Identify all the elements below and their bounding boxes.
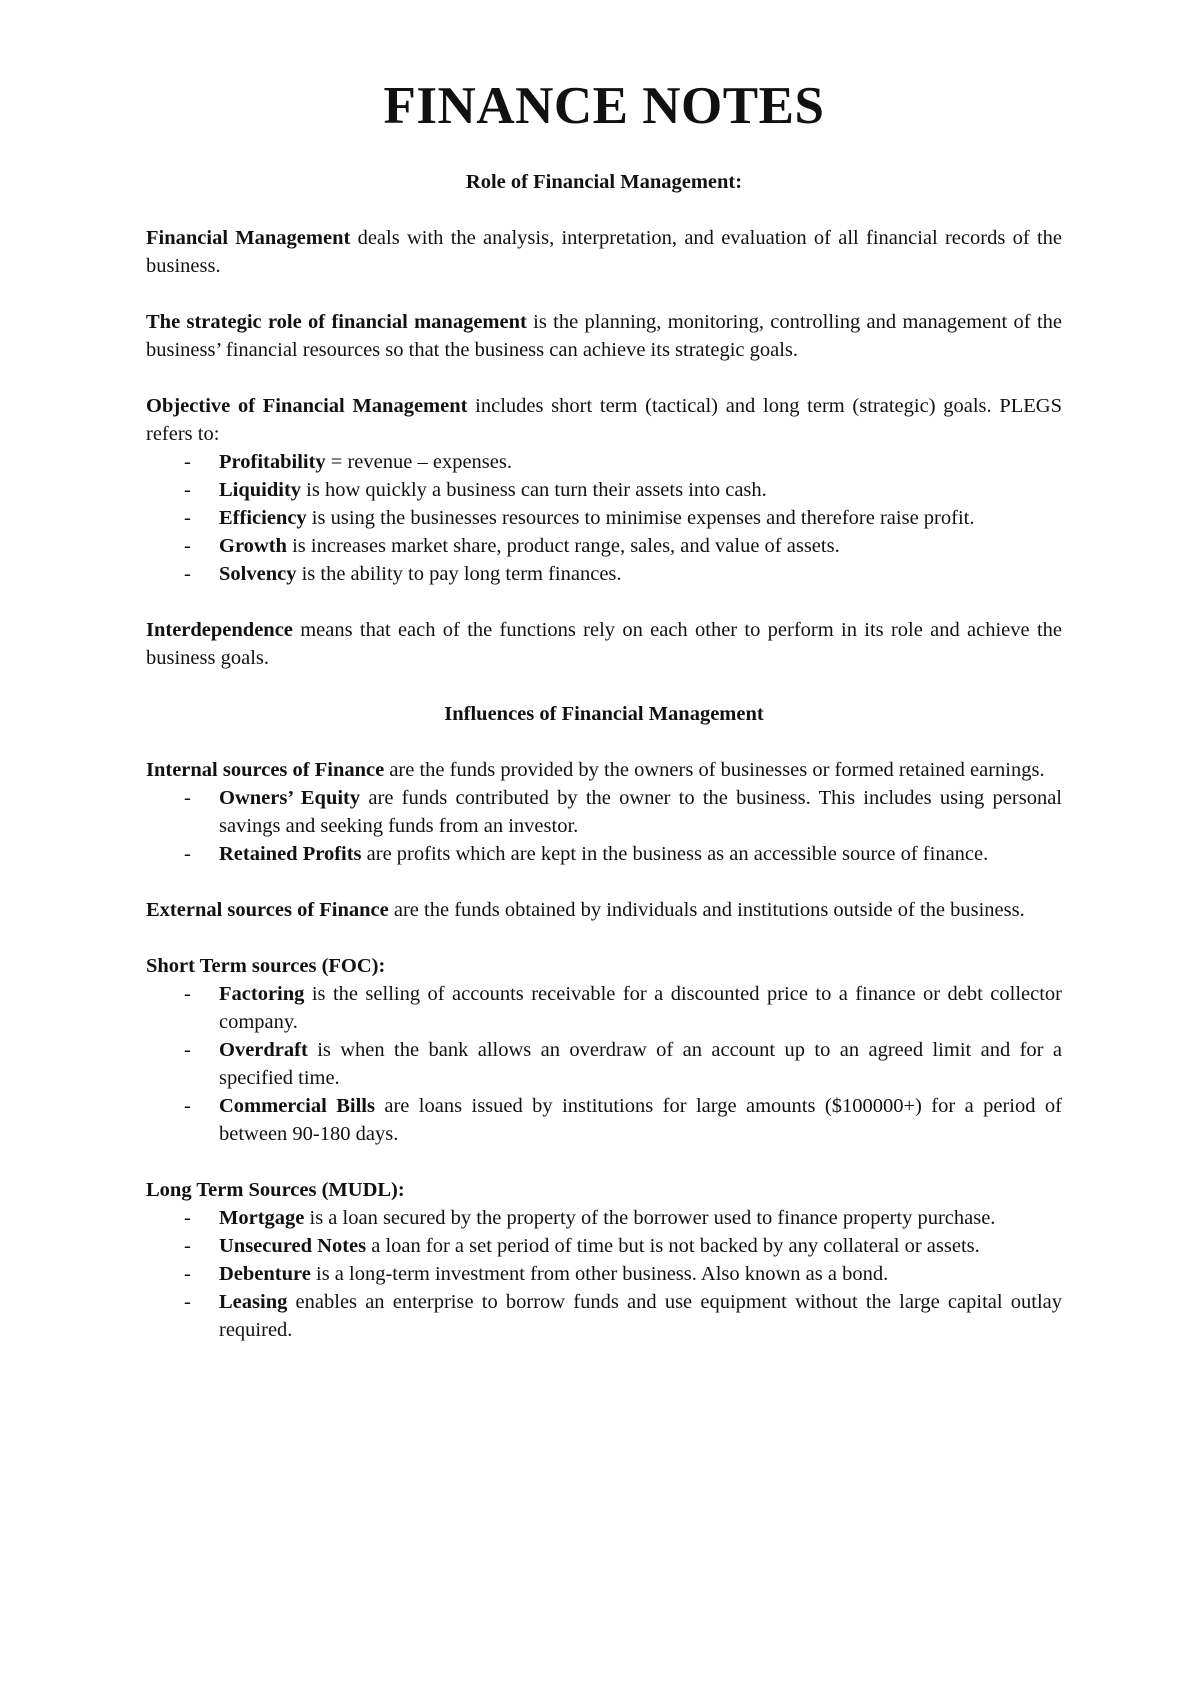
long-term-item-term: Debenture bbox=[219, 1263, 311, 1285]
external-sources-term: External sources of Finance bbox=[146, 899, 389, 921]
list-item bbox=[146, 980, 1062, 1036]
plegs-term: Solvency bbox=[219, 563, 297, 585]
dash-bullet: - bbox=[184, 1263, 191, 1285]
internal-item-text: are profits which are kept in the business as an accessible source of finance. bbox=[361, 843, 989, 865]
short-term-item-term: Factoring bbox=[219, 983, 305, 1005]
short-term-item-text: is when the bank allows an overdraw of an account up to an agreed limit and for a specified time. bbox=[219, 1039, 1062, 1089]
strategic-role-text: is the planning, monitoring, controlling and management of the business’ financial resources so that the business can achieve its strategic goals. bbox=[146, 311, 1062, 361]
dash-bullet: - bbox=[184, 1207, 191, 1229]
dash-bullet: - bbox=[184, 535, 191, 557]
long-term-item-term: Leasing bbox=[219, 1291, 288, 1313]
list-item bbox=[146, 784, 1062, 840]
objective-text: includes short term (tactical) and long term (strategic) goals. PLEGS refers to: bbox=[146, 395, 1062, 445]
external-sources-text: are the funds obtained by individuals and institutions outside of the business. bbox=[388, 899, 1025, 921]
objective-term: Objective of Financial Management bbox=[146, 395, 468, 417]
internal-sources-term: Internal sources of Finance bbox=[146, 759, 385, 781]
list-item bbox=[146, 1288, 1062, 1344]
internal-item-text: are funds contributed by the owner to the business. This includes using personal savings and seeking funds from an investor. bbox=[219, 787, 1062, 837]
dash-bullet: - bbox=[184, 507, 191, 529]
short-term-item-term: Overdraft bbox=[219, 1039, 308, 1061]
role-section-heading: Role of Financial Management: bbox=[465, 171, 743, 193]
plegs-text: is how quickly a business can turn their assets into cash. bbox=[301, 479, 767, 501]
interdependence-term: Interdependence bbox=[146, 619, 293, 641]
document-page bbox=[146, 0, 1062, 1344]
interdependence-paragraph bbox=[146, 616, 1062, 672]
plegs-term: Efficiency bbox=[219, 507, 307, 529]
internal-item-term: Owners’ Equity bbox=[219, 787, 361, 809]
dash-bullet: - bbox=[184, 563, 191, 585]
long-term-item-text: enables an enterprise to borrow funds and use equipment without the large capital outlay required. bbox=[219, 1291, 1062, 1341]
fm-definition-paragraph bbox=[146, 224, 1062, 280]
dash-bullet: - bbox=[184, 1039, 191, 1061]
fm-definition-text: deals with the analysis, interpretation, and evaluation of all financial records of the business. bbox=[146, 227, 1062, 277]
list-item bbox=[146, 1232, 1062, 1260]
long-term-item-text: is a loan secured by the property of the borrower used to finance property purchase. bbox=[304, 1207, 996, 1229]
list-item bbox=[146, 840, 1062, 868]
plegs-text: is the ability to pay long term finances. bbox=[296, 563, 622, 585]
short-term-item-term: Commercial Bills bbox=[219, 1095, 375, 1117]
list-item bbox=[146, 1036, 1062, 1092]
dash-bullet: - bbox=[184, 1235, 191, 1257]
long-term-item-text: is a long-term investment from other business. Also known as a bond. bbox=[310, 1263, 889, 1285]
long-term-item-term: Unsecured Notes bbox=[219, 1235, 367, 1257]
list-item bbox=[146, 1204, 1062, 1232]
internal-sources-text: are the funds provided by the owners of businesses or formed retained earnings. bbox=[384, 759, 1045, 781]
list-item bbox=[146, 532, 1062, 560]
list-item bbox=[146, 560, 1062, 588]
long-term-item-text: a loan for a set period of time but is not backed by any collateral or assets. bbox=[366, 1235, 980, 1257]
dash-bullet: - bbox=[184, 479, 191, 501]
objective-paragraph bbox=[146, 392, 1062, 448]
plegs-term: Growth bbox=[219, 535, 287, 557]
plegs-text: is using the businesses resources to minimise expenses and therefore raise profit. bbox=[306, 507, 975, 529]
strategic-role-term: The strategic role of financial management bbox=[146, 311, 527, 333]
internal-item-term: Retained Profits bbox=[219, 843, 362, 865]
external-sources-paragraph bbox=[146, 896, 1062, 924]
dash-bullet: - bbox=[184, 843, 191, 865]
long-term-item-term: Mortgage bbox=[219, 1207, 305, 1229]
dash-bullet: - bbox=[184, 451, 191, 473]
dash-bullet: - bbox=[184, 787, 191, 809]
plegs-term: Profitability bbox=[219, 451, 326, 473]
dash-bullet: - bbox=[184, 1095, 191, 1117]
interdependence-text: means that each of the functions rely on each other to perform in its role and achieve the business goals. bbox=[146, 619, 1062, 669]
influences-section-heading: Influences of Financial Management bbox=[444, 703, 764, 725]
list-item bbox=[146, 504, 1062, 532]
internal-sources-paragraph bbox=[146, 756, 1062, 784]
page-title: FINANCE NOTES bbox=[383, 77, 825, 135]
long-term-heading: Long Term Sources (MUDL): bbox=[146, 1179, 405, 1201]
dash-bullet: - bbox=[184, 1291, 191, 1313]
plegs-term: Liquidity bbox=[219, 479, 302, 501]
short-term-item-text: are loans issued by institutions for large amounts ($100000+) for a period of between 90-180 days. bbox=[219, 1095, 1062, 1145]
list-item bbox=[146, 476, 1062, 504]
short-term-list bbox=[146, 980, 1062, 1148]
list-item bbox=[146, 1260, 1062, 1288]
fm-definition-term: Financial Management bbox=[146, 227, 351, 249]
list-item bbox=[146, 448, 1062, 476]
plegs-text: is increases market share, product range, sales, and value of assets. bbox=[286, 535, 840, 557]
plegs-list bbox=[146, 448, 1062, 588]
plegs-text: = revenue – expenses. bbox=[325, 451, 512, 473]
list-item bbox=[146, 1092, 1062, 1148]
strategic-role-paragraph bbox=[146, 308, 1062, 364]
short-term-item-text: is the selling of accounts receivable for a discounted price to a finance or debt collector company. bbox=[219, 983, 1062, 1033]
internal-sources-list bbox=[146, 784, 1062, 868]
long-term-list bbox=[146, 1204, 1062, 1344]
short-term-heading: Short Term sources (FOC): bbox=[146, 955, 386, 977]
dash-bullet: - bbox=[184, 983, 191, 1005]
